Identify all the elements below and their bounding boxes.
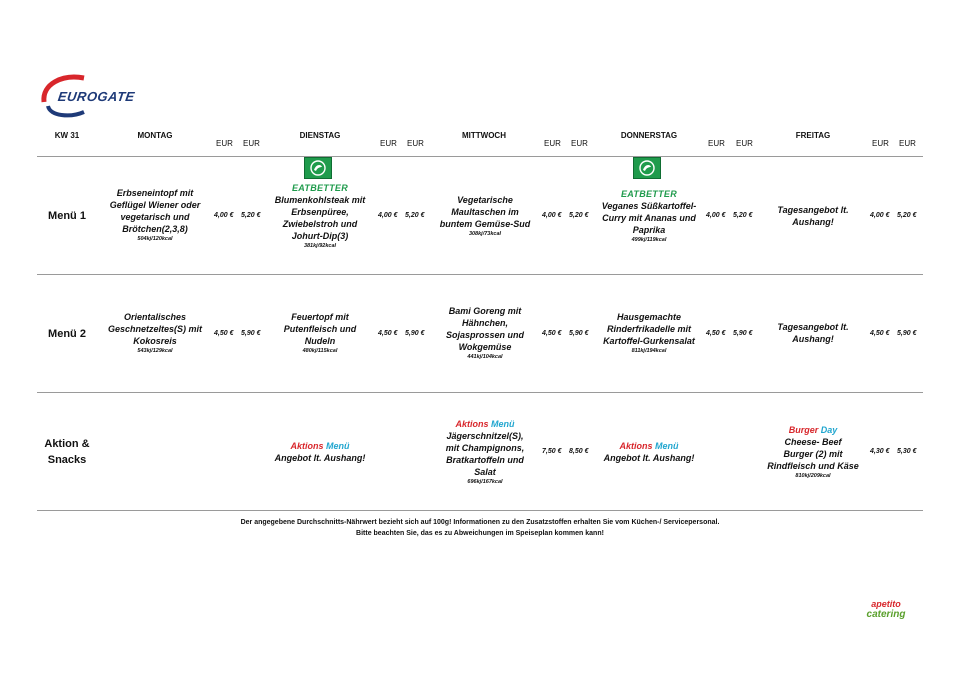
divider [37,392,923,393]
aktion-thursday: Aktions Menü Angebot lt. Aushang! [603,441,695,463]
eur-header: EUR [708,139,725,148]
footer-note [100,517,860,539]
eur-header: EUR [380,139,397,148]
row-label-menu1: Menü 1 [48,210,86,222]
menu2-thursday: Hausgemachte Rinderfrikadelle mit Kartoffel-Gurkensalat 811kj/194kcal [594,311,704,355]
price-employee: 4,50 € [378,330,398,337]
price-employee: 4,00 € [378,212,398,219]
day-friday: FREITAG [795,131,831,140]
price-employee: 4,50 € [214,330,234,337]
price-employee: 4,00 € [706,212,726,219]
price-employee: 4,30 € [870,448,890,455]
kcal-info: 480kj/115kcal [302,348,338,354]
week-label: KW 31 [54,131,80,140]
eur-header: EUR [216,139,233,148]
price-guest: 5,90 € [733,330,753,337]
kcal-info: 499kj/119kcal [631,237,667,243]
day-tuesday: DIENSTAG [299,131,341,140]
aktion-tuesday: Aktions Menü Angebot lt. Aushang! [274,441,366,463]
eur-header: EUR [872,139,889,148]
day-monday: MONTAG [137,131,173,140]
kcal-info: 308kj/73kcal [468,231,502,237]
eatbetter-icon [304,157,332,179]
eur-header: EUR [243,139,260,148]
price-employee: 4,00 € [214,212,234,219]
price-guest: 8,50 € [569,448,589,455]
row-label-aktion: Aktion & Snacks [44,438,90,466]
price-guest: 5,20 € [569,212,589,219]
price-guest: 5,20 € [241,212,261,219]
aktion-wednesday: Aktions Menü Jägerschnitzel(S), mit Champignons, Bratkartoffeln und Salat 696kj/167kcal [430,418,540,486]
price-employee: 4,00 € [870,212,890,219]
divider [37,156,923,157]
menu2-tuesday: Feuertopf mit Putenfleisch und Nudeln 480kj/115kcal [265,311,375,355]
price-guest: 5,20 € [405,212,425,219]
eur-header: EUR [899,139,916,148]
eur-header: EUR [544,139,561,148]
menu1-thursday: EATBETTER Veganes Süßkartoffel- Curry mit Ananas und Paprika 499kj/119kcal [594,188,704,244]
price-guest: 5,90 € [897,330,917,337]
menu2-friday: Tagesangebot lt. Aushang! [777,322,849,344]
aktion-friday: Burger Day Cheese- Beef Burger (2) mit Rindfleisch und Käse 810kj/209kcal [758,424,868,480]
footer-line1: Der angegebene Durchschnitts-Nährwert bezieht sich auf 100g! Informationen zu den Zusatzstoffen erhalten Sie vom Küchen-/ Servicepersonal. [240,519,720,526]
footer-line2: Bitte beachten Sie, das es zu Abweichungen im Speiseplan kommen kann! [356,530,604,537]
menu2-wednesday: Bami Goreng mit Hähnchen, Sojasprossen und Wokgemüse 441kj/104kcal [430,305,540,361]
kcal-info: 811kj/194kcal [631,348,667,354]
price-employee: 4,50 € [706,330,726,337]
price-employee: 4,50 € [542,330,562,337]
price-guest: 5,90 € [569,330,589,337]
price-employee: 4,00 € [542,212,562,219]
menu2-monday: Orientalisches Geschnetzeltes(S) mit Kokosreis 543kj/129kcal [100,311,210,355]
logo-text: EUROGATE [56,89,136,104]
price-guest: 5,20 € [897,212,917,219]
price-guest: 5,90 € [241,330,261,337]
price-guest: 5,30 € [897,448,917,455]
eatbetter-icon [633,157,661,179]
kcal-info: 381kj/92kcal [303,243,337,249]
kcal-info: 810kj/209kcal [795,473,831,479]
day-thursday: DONNERSTAG [620,131,678,140]
price-employee: 7,50 € [542,448,562,455]
menu1-friday: Tagesangebot lt. Aushang! [777,205,849,227]
day-wednesday: MITTWOCH [462,131,506,140]
eur-header: EUR [736,139,753,148]
eur-header: EUR [407,139,424,148]
menu1-wednesday: Vegetarische Maultaschen im buntem Gemüse-Sud 308kj/73kcal [430,194,540,238]
kcal-info: 543kj/129kcal [137,348,173,354]
eatbetter-tag: EATBETTER [620,189,678,199]
divider [37,274,923,275]
eatbetter-tag: EATBETTER [291,183,349,193]
row-label-menu2: Menü 2 [48,328,86,340]
kcal-info: 504kj/120kcal [137,236,173,242]
divider [37,510,923,511]
menu1-monday: Erbseneintopf mit Geflügel Wiener oder vegetarisch und Brötchen(2,3,8) 504kj/120kcal [100,187,210,243]
eurogate-logo [40,72,160,120]
price-employee: 4,50 € [870,330,890,337]
menu1-tuesday: EATBETTER Blumenkohlsteak mit Erbsenpüree, Zwiebelstroh und Johurt-Dip(3) 381kj/92kcal [265,182,375,250]
price-guest: 5,20 € [733,212,753,219]
kcal-info: 696kj/167kcal [467,479,503,485]
kcal-info: 441kj/104kcal [467,354,503,360]
apetito-logo: apetito catering [866,599,906,620]
eur-header: EUR [571,139,588,148]
price-guest: 5,90 € [405,330,425,337]
